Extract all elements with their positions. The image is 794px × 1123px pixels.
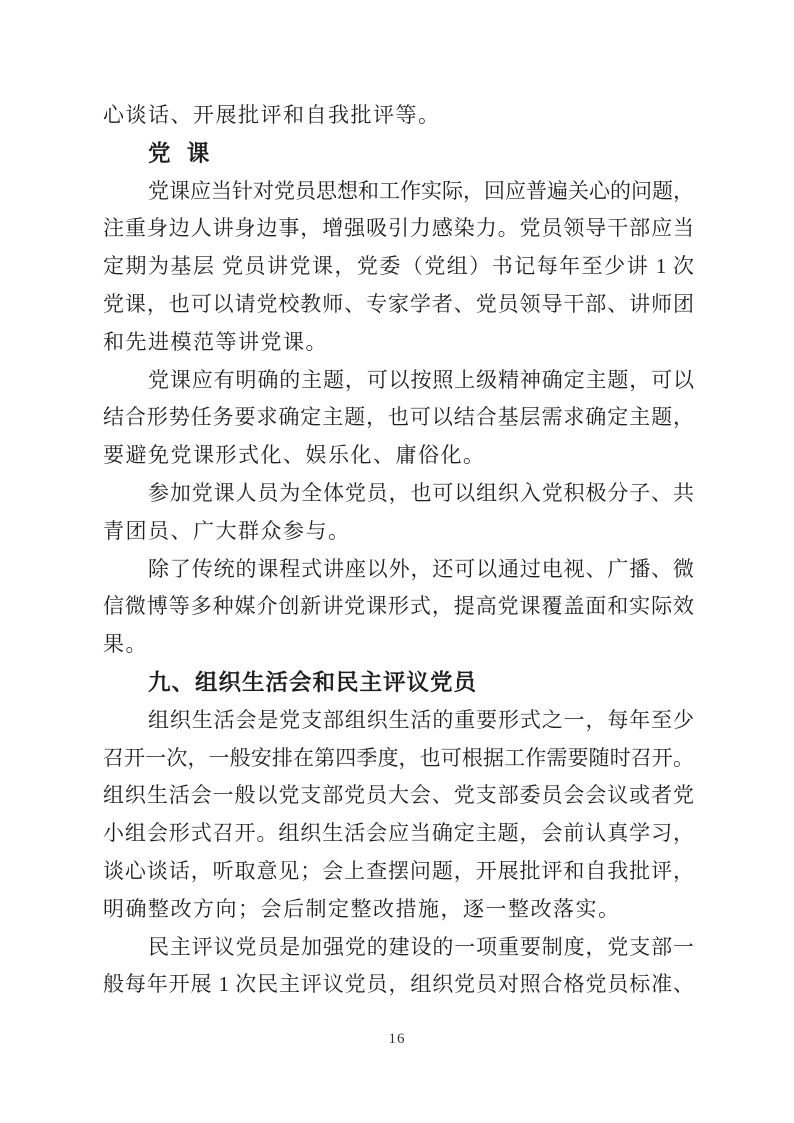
text-line: 定期为基层 党员讲党课，党委（党组）书记每年至少讲 1 次 bbox=[103, 254, 694, 279]
text-line: 党课，也可以请党校教师、专家学者、党员领导干部、讲师团 bbox=[103, 291, 694, 316]
text-line: 结合形势任务要求确定主题，也可以结合基层需求确定主题， bbox=[103, 405, 694, 430]
page-number: 16 bbox=[388, 1031, 406, 1047]
text-line: 除了传统的课程式讲座以外，还可以通过电视、广播、微 bbox=[148, 556, 694, 581]
text-line: 信微博等多种媒介创新讲党课形式，提高党课覆盖面和实际效 bbox=[103, 594, 694, 619]
text-line: 组织生活会一般以党支部党员大会、党支部委员会会议或者党 bbox=[103, 783, 694, 808]
text-line: 谈心谈话，听取意见；会上查摆问题，开展批评和自我批评， bbox=[103, 858, 694, 883]
text-line: 小组会形式召开。组织生活会应当确定主题，会前认真学习， bbox=[103, 821, 694, 846]
text-line: 参加党课人员为全体党员，也可以组织入党积极分子、共 bbox=[148, 480, 694, 505]
text-line: 党课应有明确的主题，可以按照上级精神确定主题，可以 bbox=[148, 367, 694, 392]
heading-section-nine: 九、组织生活会和民主评议党员 bbox=[148, 669, 478, 695]
text-line: 民主评议党员是加强党的建设的一项重要制度，党支部一 bbox=[148, 934, 694, 959]
text-line: 和先进模范等讲党课。 bbox=[103, 329, 328, 354]
text-line: 般每年开展 1 次民主评议党员，组织党员对照合格党员标准、 bbox=[103, 972, 694, 997]
page-content bbox=[103, 97, 694, 1004]
text-line: 注重身边人讲身边事，增强吸引力感染力。党员领导干部应当 bbox=[103, 216, 694, 241]
text-line: 青团员、广大群众参与。 bbox=[103, 518, 351, 543]
text-line: 组织生活会是党支部组织生活的重要形式之一，每年至少 bbox=[148, 707, 694, 732]
text-line: 要避免党课形式化、娱乐化、庸俗化。 bbox=[103, 443, 486, 468]
text-line: 明确整改方向；会后制定整改措施，逐一整改落实。 bbox=[103, 896, 621, 921]
text-line: 果。 bbox=[103, 632, 148, 657]
text-line: 召开一次，一般安排在第四季度，也可根据工作需要随时召开。 bbox=[103, 745, 694, 770]
text-line: 党课应当针对党员思想和工作实际，回应普遍关心的问题， bbox=[148, 178, 694, 203]
text-line: 心谈话、开展批评和自我批评等。 bbox=[103, 103, 441, 127]
heading-party-lecture: 党 课 bbox=[148, 140, 211, 166]
